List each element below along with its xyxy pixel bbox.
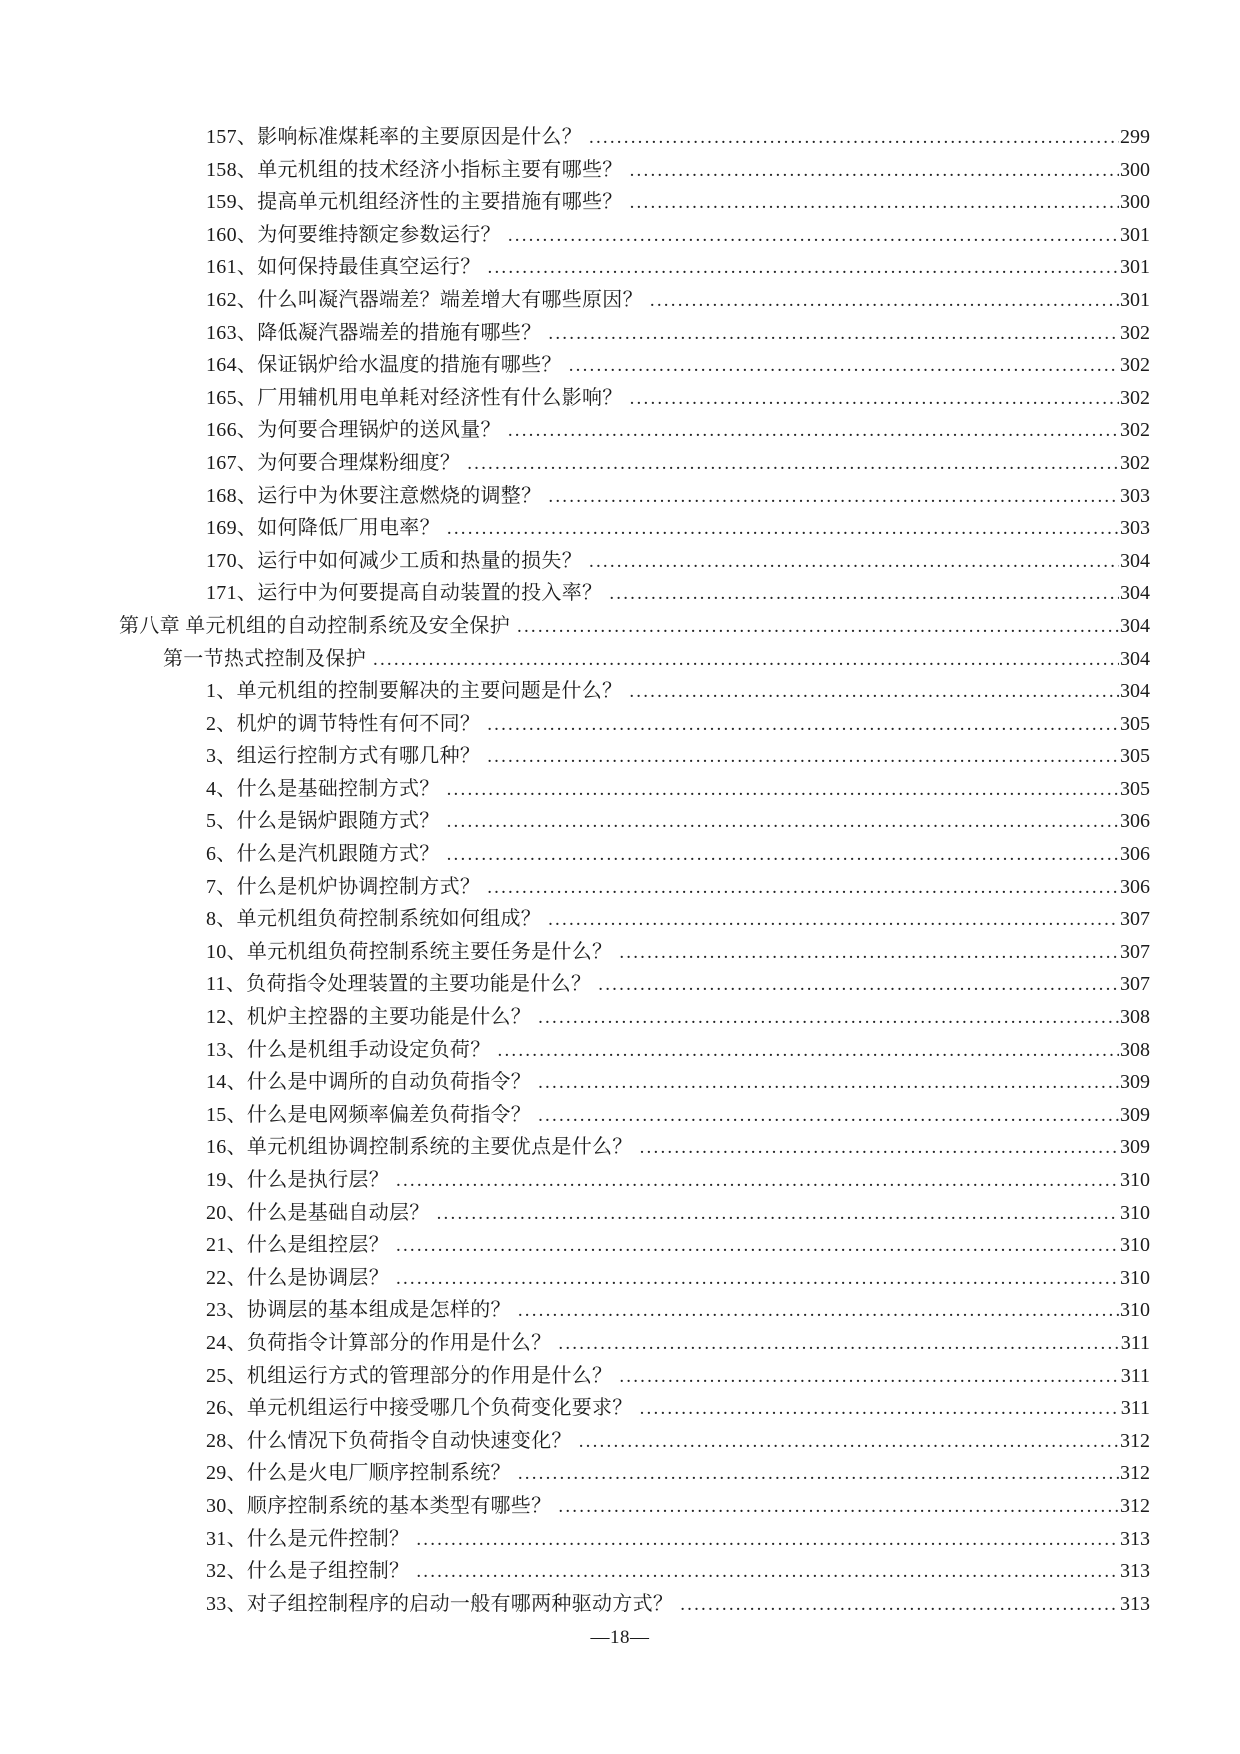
toc-dot-leader [447,512,1119,546]
toc-entry-label: 4、什么是基础控制方式？ [206,777,440,800]
toc-page-number: 306 [1120,843,1150,866]
toc-page-number: 305 [1120,712,1150,735]
toc-page-number: 311 [1120,1397,1150,1420]
toc-dot-leader [508,414,1119,448]
toc-entry [0,675,1240,708]
toc-entry [0,838,1240,871]
toc-page-number: 312 [1120,1429,1150,1452]
toc-entry [0,740,1240,773]
toc-page-number: 310 [1120,1266,1150,1289]
toc-dot-leader [548,480,1119,514]
table-of-contents [0,121,1240,1620]
toc-entry [0,545,1240,578]
toc-entry-label: 166、为何要合理锅炉的送风量？ [206,419,501,442]
toc-page-number: 304 [1120,549,1150,572]
toc-page-number: 302 [1120,451,1150,474]
toc-entry [0,1490,1240,1523]
toc-entry [0,1131,1240,1164]
toc-entry [0,1001,1240,1034]
toc-dot-leader [579,1425,1119,1459]
toc-page-number: 309 [1120,1103,1150,1126]
toc-entry-label: 164、保证锅炉给水温度的措施有哪些？ [206,354,562,377]
toc-entry [0,1425,1240,1458]
toc-page-number: 310 [1120,1169,1150,1191]
toc-page-number: 310 [1120,1299,1150,1322]
toc-page-number: 312 [1120,1462,1150,1485]
toc-entry [0,903,1240,936]
toc-entry-label: 16、单元机组协调控制系统的主要优点是什么？ [206,1136,633,1159]
toc-entry-label: 19、什么是执行层？ [206,1169,389,1191]
toc-entry-label: 20、什么是基础自动层？ [206,1201,430,1224]
toc-entry [0,610,1240,643]
toc-entry [0,1034,1240,1067]
toc-page-number: 308 [1120,1038,1150,1061]
toc-page-number: 302 [1120,321,1150,344]
toc-dot-leader [447,838,1119,872]
toc-entry [0,1588,1240,1621]
toc-dot-leader [650,284,1119,318]
toc-page-number: 299 [1120,126,1150,148]
toc-entry [0,1360,1240,1393]
toc-page-number: 300 [1120,191,1150,214]
toc-entry-label: 171、运行中为何要提高自动装置的投入率？ [206,582,603,605]
toc-dot-leader [548,317,1119,351]
toc-page-number: 305 [1120,777,1150,800]
toc-page-number: 307 [1120,908,1150,931]
toc-entry-label: 2、机炉的调节特性有何不同？ [206,712,481,735]
toc-dot-leader [558,1327,1119,1361]
toc-dot-leader [396,1164,1119,1198]
toc-page-number: 307 [1120,940,1150,963]
toc-entry-label: 10、单元机组负荷控制系统主要任务是什么？ [206,940,613,963]
toc-entry [0,284,1240,317]
toc-page-number: 302 [1120,386,1150,409]
toc-entry [0,1197,1240,1230]
toc-entry [0,1294,1240,1327]
toc-dot-leader [487,708,1119,742]
toc-dot-leader [589,121,1119,155]
toc-dot-leader [630,382,1119,416]
toc-entry-label: 158、单元机组的技术经济小指标主要有哪些？ [206,158,623,181]
toc-dot-leader [373,643,1119,677]
toc-entry-label: 170、运行中如何减少工质和热量的损失？ [206,549,582,572]
toc-entry [0,480,1240,513]
toc-page-number: 304 [1120,582,1150,605]
toc-entry [0,1164,1240,1197]
toc-page-number: 312 [1120,1494,1150,1517]
toc-dot-leader [630,154,1119,188]
toc-page-number: 303 [1120,517,1150,540]
toc-page-number: 308 [1120,1006,1150,1029]
toc-entry [0,414,1240,447]
toc-page-number: 303 [1120,484,1150,507]
toc-page-number: 304 [1120,680,1150,703]
toc-entry-label: 第一节热式控制及保护 [163,647,366,670]
toc-entry-label: 163、降低凝汽器端差的措施有哪些？ [206,321,542,344]
toc-page-number: 301 [1120,288,1150,311]
toc-entry [0,1523,1240,1556]
toc-dot-leader [487,740,1119,774]
toc-entry-label: 第八章 单元机组的自动控制系统及安全保护 [119,614,510,637]
toc-page-number: 304 [1120,614,1150,637]
toc-page-number: 309 [1120,1071,1150,1094]
toc-entry [0,121,1240,154]
toc-entry-label: 21、什么是组控层？ [206,1234,389,1257]
toc-entry-label: 23、协调层的基本组成是怎样的？ [206,1299,511,1322]
toc-dot-leader [508,219,1119,253]
toc-entry [0,251,1240,284]
toc-dot-leader [498,1034,1120,1068]
toc-dot-leader [447,773,1119,807]
toc-dot-leader [630,186,1119,220]
toc-entry-label: 3、组运行控制方式有哪几种？ [206,745,481,768]
toc-page-number: 313 [1120,1592,1150,1615]
toc-entry-label: 160、为何要维持额定参数运行？ [206,223,501,246]
toc-entry-label: 1、单元机组的控制要解决的主要问题是什么？ [206,680,623,703]
toc-entry [0,186,1240,219]
toc-entry [0,1555,1240,1588]
toc-entry-label: 165、厂用辅机用电单耗对经济性有什么影响？ [206,386,623,409]
toc-entry-label: 5、什么是锅炉跟随方式？ [206,810,440,833]
toc-entry [0,1229,1240,1262]
toc-entry-label: 161、如何保持最佳真空运行？ [206,256,481,279]
toc-entry-label: 30、顺序控制系统的基本类型有哪些？ [206,1494,552,1517]
toc-entry-label: 12、机炉主控器的主要功能是什么？ [206,1006,532,1029]
toc-entry-label: 22、什么是协调层？ [206,1266,389,1289]
toc-dot-leader [487,871,1119,905]
toc-entry [0,643,1240,676]
toc-page-number: 310 [1120,1234,1150,1257]
toc-dot-leader [629,675,1119,709]
toc-page-number: 307 [1120,973,1150,996]
toc-page-number: 306 [1120,810,1150,833]
toc-entry [0,968,1240,1001]
toc-entry [0,1457,1240,1490]
toc-dot-leader [396,1229,1119,1263]
toc-entry-label: 14、什么是中调所的自动负荷指令？ [206,1071,532,1094]
toc-page-number: 302 [1120,354,1150,377]
toc-dot-leader [396,1262,1119,1296]
toc-entry-label: 11、负荷指令处理装置的主要功能是什么？ [206,973,592,996]
toc-entry [0,382,1240,415]
toc-page-number: 302 [1120,419,1150,442]
toc-page-number: 311 [1120,1364,1150,1387]
toc-entry [0,447,1240,480]
toc-dot-leader [640,1392,1120,1426]
toc-entry [0,871,1240,904]
toc-entry [0,805,1240,838]
toc-entry-label: 167、为何要合理煤粉细度？ [206,451,461,474]
toc-entry-label: 28、什么情况下负荷指令自动快速变化？ [206,1429,572,1452]
toc-page-number: 313 [1120,1527,1150,1550]
toc-page-number: 309 [1120,1136,1150,1159]
toc-entry [0,1066,1240,1099]
toc-dot-leader [517,610,1119,644]
toc-entry [0,577,1240,610]
toc-entry-label: 162、什么叫凝汽器端差？端差增大有哪些原因？ [206,288,643,311]
toc-entry [0,1327,1240,1360]
toc-entry-label: 31、什么是元件控制？ [206,1527,410,1550]
toc-entry-label: 15、什么是电网频率偏差负荷指令？ [206,1103,532,1126]
toc-page-number: 301 [1120,256,1150,279]
toc-entry [0,1392,1240,1425]
toc-entry-label: 25、机组运行方式的管理部分的作用是什么？ [206,1364,613,1387]
toc-entry [0,936,1240,969]
toc-dot-leader [680,1588,1119,1622]
toc-dot-leader [488,251,1120,285]
toc-dot-leader [538,1066,1119,1100]
toc-entry [0,773,1240,806]
toc-dot-leader [437,1197,1119,1231]
toc-page-number: 311 [1120,1331,1150,1354]
toc-dot-leader [447,805,1119,839]
toc-dot-leader [538,1099,1119,1133]
toc-dot-leader [589,545,1119,579]
toc-page-number: 301 [1120,223,1150,246]
toc-dot-leader [619,936,1119,970]
toc-entry [0,1099,1240,1132]
toc-entry [0,219,1240,252]
toc-page-number: 305 [1120,745,1150,768]
toc-dot-leader [640,1131,1119,1165]
toc-entry [0,512,1240,545]
toc-page-number: 313 [1120,1560,1150,1583]
toc-entry-label: 169、如何降低厂用电率？ [206,517,440,540]
toc-dot-leader [416,1555,1119,1589]
toc-entry-label: 33、对子组控制程序的启动一般有哪两种驱动方式？ [206,1592,674,1615]
toc-dot-leader [598,968,1119,1002]
toc-dot-leader [548,903,1119,937]
toc-page-number: 310 [1120,1201,1150,1224]
toc-page-number: 300 [1120,158,1150,181]
toc-entry [0,349,1240,382]
toc-dot-leader [467,447,1119,481]
toc-entry-label: 159、提高单元机组经济性的主要措施有哪些？ [206,191,623,214]
toc-entry [0,708,1240,741]
toc-dot-leader [518,1294,1119,1328]
toc-entry-label: 29、什么是火电厂顺序控制系统？ [206,1462,511,1485]
toc-entry-label: 26、单元机组运行中接受哪几个负荷变化要求？ [206,1397,633,1420]
toc-entry [0,154,1240,187]
toc-dot-leader [609,577,1119,611]
toc-entry [0,317,1240,350]
toc-dot-leader [518,1457,1119,1491]
toc-entry-label: 157、影响标准煤耗率的主要原因是什么？ [206,126,582,148]
toc-entry-label: 32、什么是子组控制？ [206,1560,410,1583]
toc-entry-label: 168、运行中为休要注意燃烧的调整？ [206,484,542,507]
toc-dot-leader [569,349,1119,383]
toc-dot-leader [619,1360,1119,1394]
toc-entry-label: 8、单元机组负荷控制系统如何组成？ [206,908,542,931]
toc-entry [0,1262,1240,1295]
toc-entry-label: 13、什么是机组手动设定负荷？ [206,1038,491,1061]
toc-page-number: 306 [1120,875,1150,898]
toc-entry-label: 7、什么是机炉协调控制方式？ [206,875,481,898]
toc-dot-leader [416,1523,1119,1557]
toc-dot-leader [538,1001,1119,1035]
toc-dot-leader [558,1490,1119,1524]
toc-page-number: 304 [1120,647,1150,670]
toc-entry-label: 24、负荷指令计算部分的作用是什么？ [206,1331,552,1354]
toc-entry-label: 6、什么是汽机跟随方式？ [206,843,440,866]
page-number-footer: —18— [590,1627,650,1648]
